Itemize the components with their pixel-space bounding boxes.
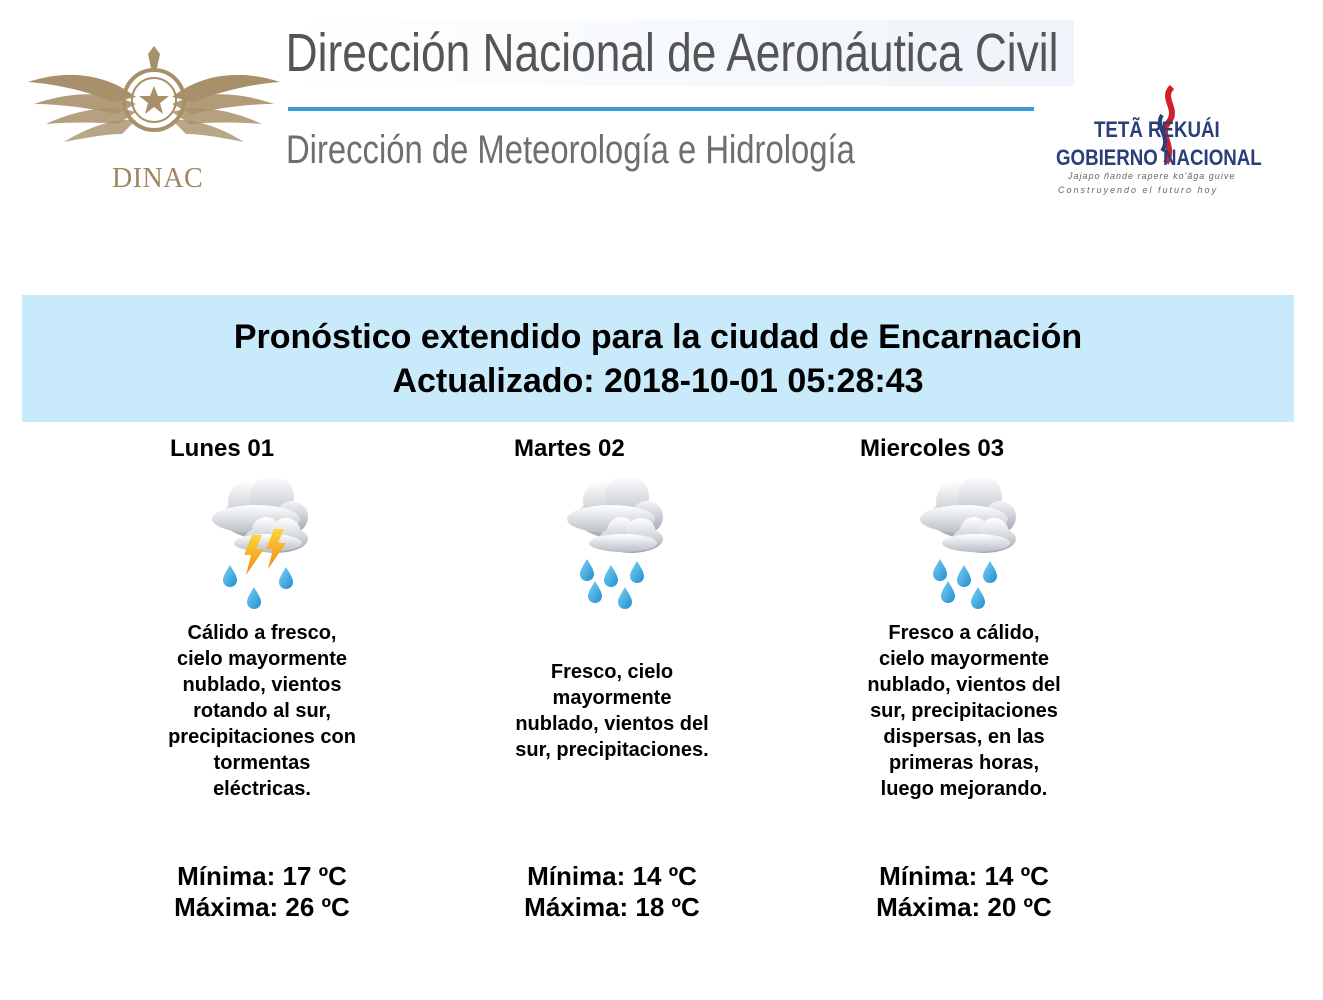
day-temperatures xyxy=(844,861,1084,923)
min-temperature: Mínima: 14 ºC xyxy=(527,861,697,891)
gov-logo-line2: GOBIERNO NACIONAL xyxy=(1056,145,1262,170)
dinac-wings-emblem-icon xyxy=(24,42,284,162)
max-temperature: Máxima: 20 ºC xyxy=(876,892,1052,922)
forecast-banner xyxy=(22,295,1294,422)
day-name: Miercoles 03 xyxy=(860,435,1005,462)
storm-rain-icon xyxy=(206,479,318,609)
day-temperatures xyxy=(142,861,382,923)
day-name: Lunes 01 xyxy=(170,435,275,462)
page-header-title xyxy=(284,20,1074,86)
forecast-updated: Actualizado: 2018-10-01 05:28:43 xyxy=(392,362,924,400)
header-title-text: Dirección Nacional de Aeronáutica Civil xyxy=(285,23,1059,83)
gobierno-nacional-logo xyxy=(1050,85,1282,207)
min-temperature: Mínima: 17 ºC xyxy=(177,861,347,891)
dinac-logo-text: DINAC xyxy=(112,163,204,194)
gov-logo-motto-guarani: Jajapo ñande rapere ko'ãga guive xyxy=(1068,171,1236,181)
gov-logo-line1: TETÃ REKUÁI xyxy=(1094,117,1220,142)
title-divider xyxy=(288,107,1034,111)
day-description: Fresco a cálido, cielo mayormente nublado, vientos del sur, precipitaciones dispersas, en las primeras horas, luego mejorando. xyxy=(867,622,1061,800)
page-header-subtitle: Dirección de Meteorología e Hidrología xyxy=(286,128,855,172)
day-description: Cálido a fresco, cielo mayormente nublado, vientos rotando al sur, precipitaciones con tormentas eléctricas. xyxy=(168,622,356,800)
min-temperature: Mínima: 14 ºC xyxy=(879,861,1049,891)
forecast-title: Pronóstico extendido para la ciudad de Encarnación xyxy=(233,318,1083,356)
day-description: Fresco, cielo mayormente nublado, vientos del sur, precipitaciones. xyxy=(515,661,709,761)
day-temperatures xyxy=(492,861,732,923)
rain-icon xyxy=(914,479,1026,609)
max-temperature: Máxima: 26 ºC xyxy=(174,892,350,922)
day-name: Martes 02 xyxy=(514,435,625,462)
gov-logo-motto: Construyendo el futuro hoy xyxy=(1058,185,1219,195)
max-temperature: Máxima: 18 ºC xyxy=(524,892,700,922)
rain-icon xyxy=(561,479,673,609)
